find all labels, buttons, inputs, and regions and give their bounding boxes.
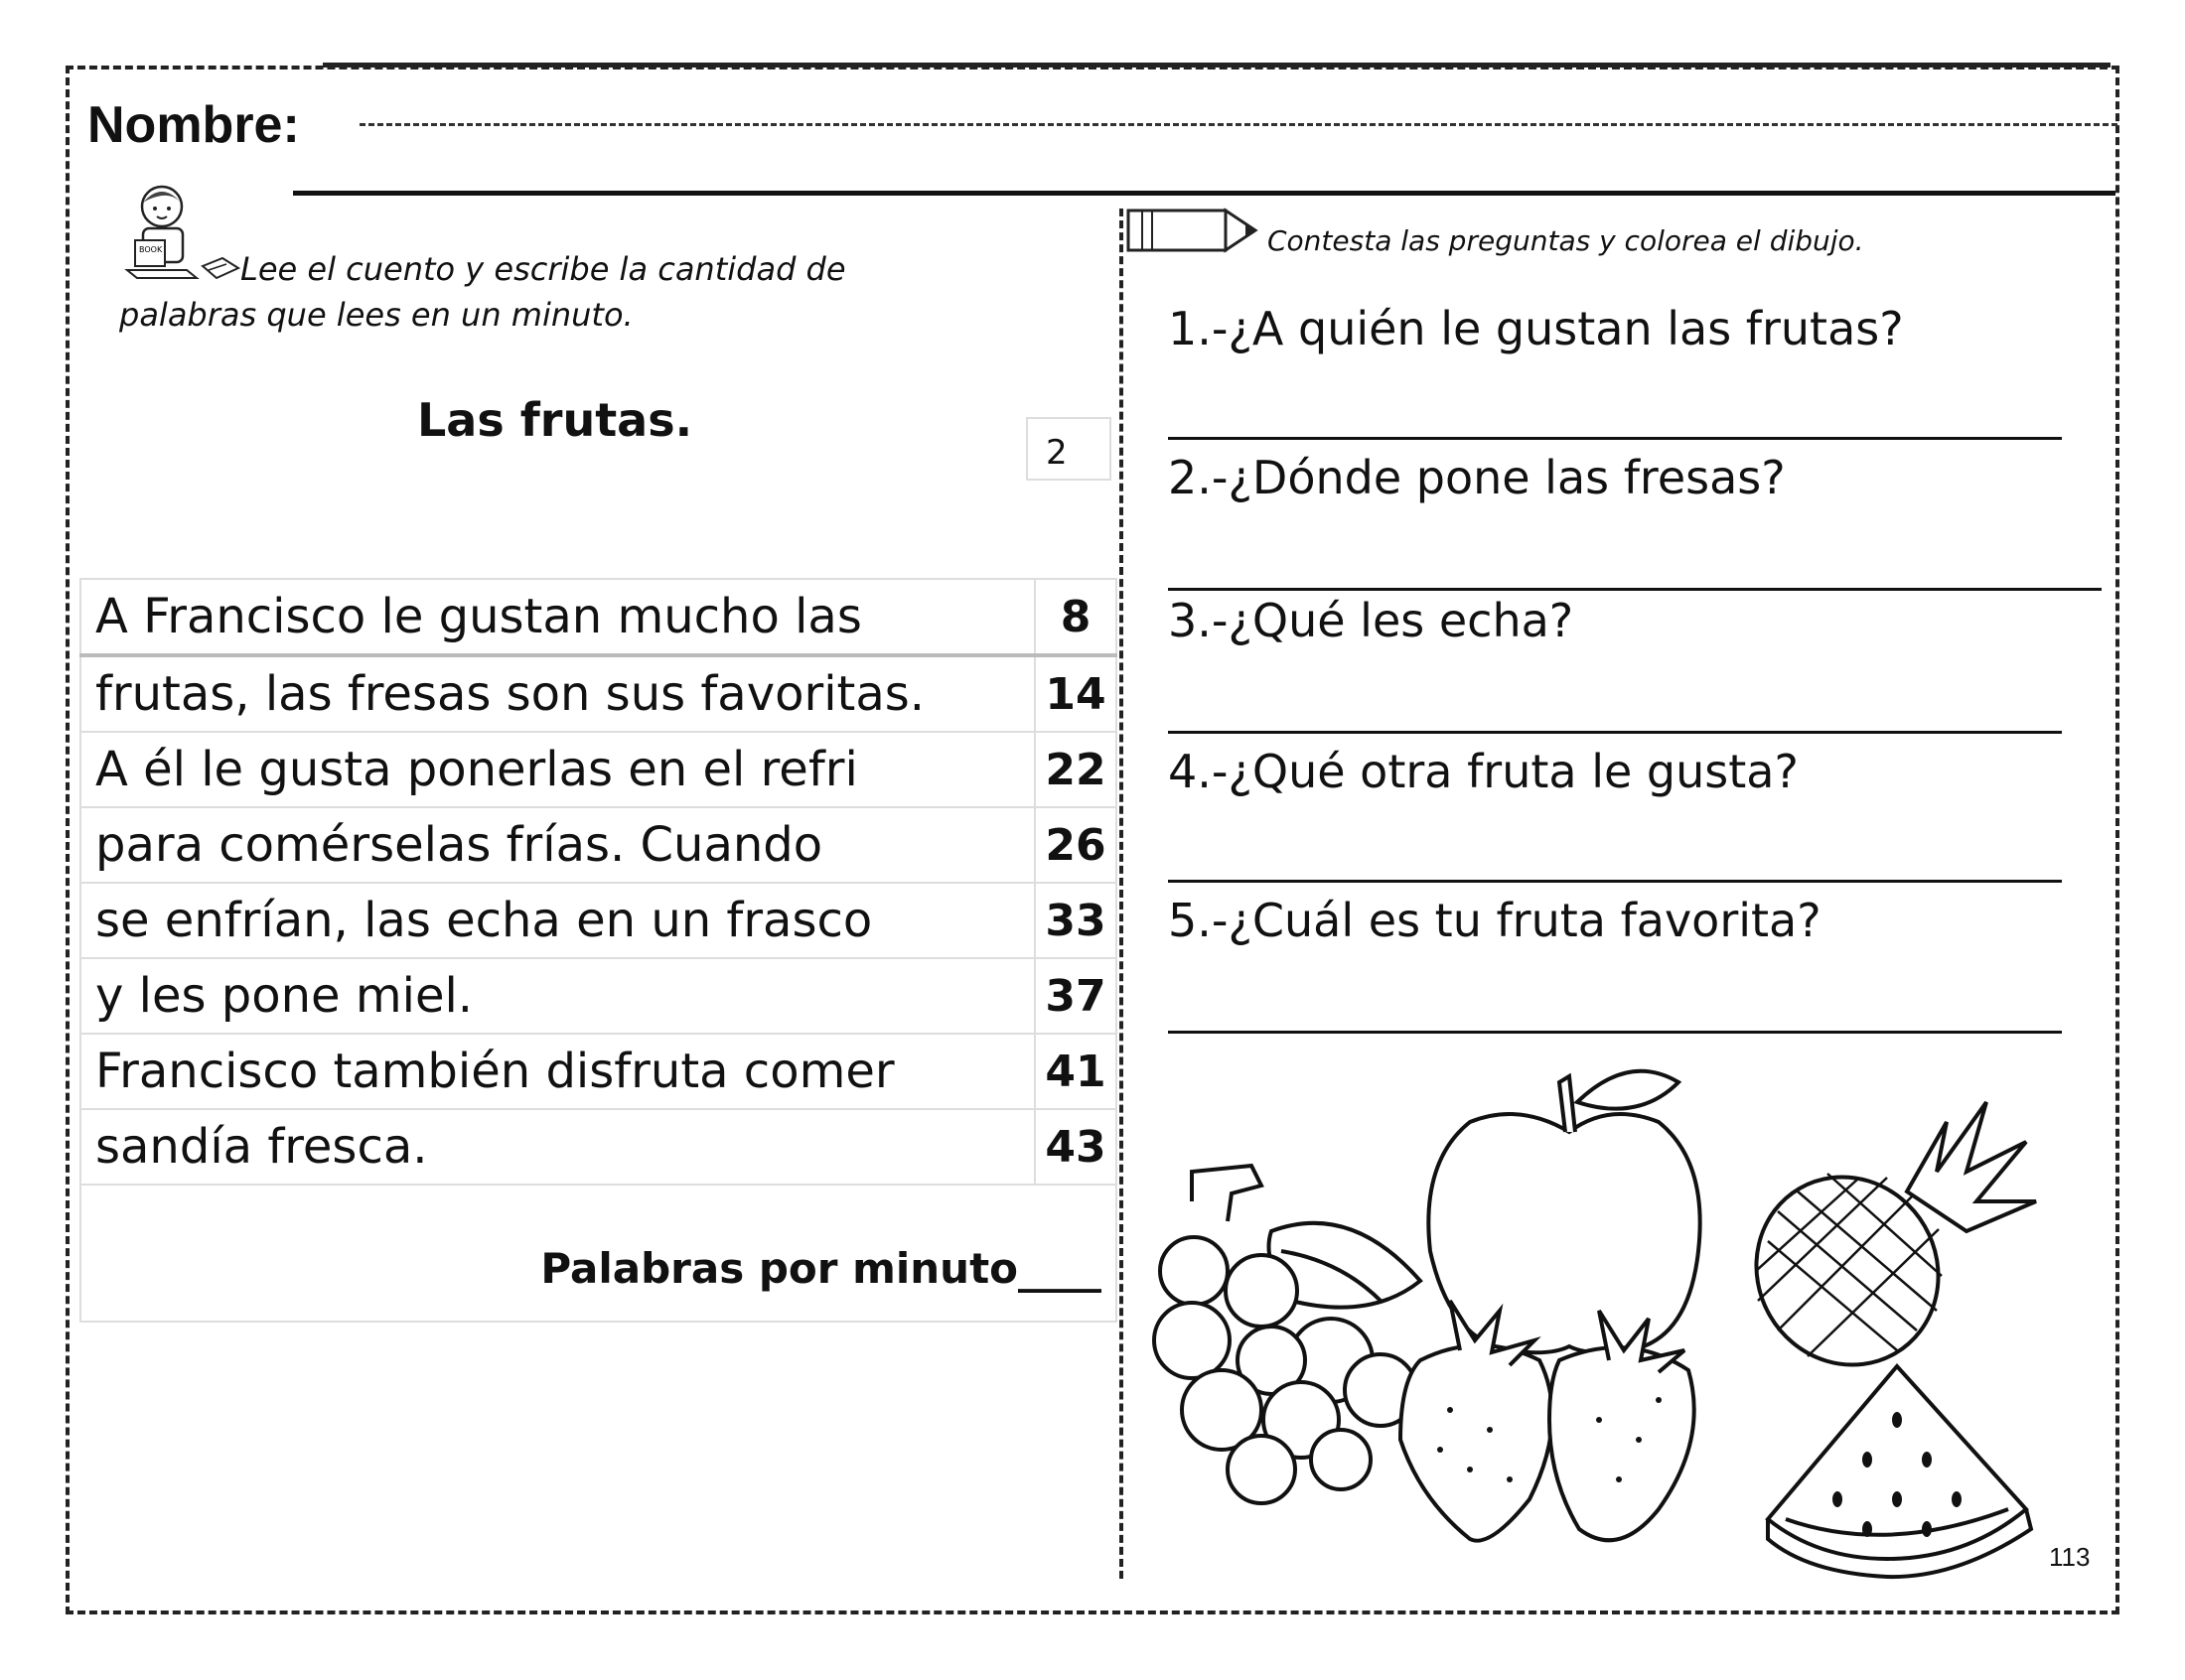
column-divider <box>1119 209 1123 1579</box>
word-count: 8 <box>1035 579 1116 655</box>
name-label: Nombre: <box>87 96 300 154</box>
story-line: A Francisco le gustan mucho las <box>80 579 1035 655</box>
words-per-minute-label: Palabras por minuto____ <box>80 1185 1116 1322</box>
instructions-line-2: palabras que lees en un minuto. <box>119 296 634 334</box>
table-row <box>80 807 1116 883</box>
name-writing-line <box>293 191 2115 196</box>
page-number: 113 <box>2049 1542 2091 1572</box>
answer-line-4 <box>1168 880 2062 883</box>
fruits-drawing <box>1132 1062 2086 1599</box>
word-count: 33 <box>1035 883 1116 958</box>
apple-icon <box>1428 1071 1699 1353</box>
table-row <box>80 883 1116 958</box>
pineapple-icon <box>1722 1102 2036 1398</box>
story-table <box>79 578 1117 1323</box>
wpm-row <box>80 1185 1116 1322</box>
table-row <box>80 579 1116 655</box>
story-line: para comérselas frías. Cuando <box>80 807 1035 883</box>
word-count: 37 <box>1035 958 1116 1034</box>
question-4: 4.-¿Qué otra fruta le gusta? <box>1168 745 1799 798</box>
table-row <box>80 1034 1116 1109</box>
answer-line-1 <box>1168 437 2062 440</box>
instructions-line-1: Lee el cuento y escribe la cantidad de <box>240 250 846 288</box>
questions-instructions: Contesta las preguntas y colorea el dibujo. <box>1267 224 1864 257</box>
reading-instructions <box>119 246 1112 338</box>
story-line: A él le gusta ponerlas en el refri <box>80 732 1035 807</box>
story-line: Francisco también disfruta comer <box>80 1034 1035 1109</box>
question-5: 5.-¿Cuál es tu fruta favorita? <box>1168 894 1821 947</box>
table-row <box>80 958 1116 1034</box>
question-1: 1.-¿A quién le gustan las frutas? <box>1168 302 1904 355</box>
table-row <box>80 1109 1116 1185</box>
story-line: sandía fresca. <box>80 1109 1035 1185</box>
word-count: 26 <box>1035 807 1116 883</box>
answer-line-5 <box>1168 1031 2062 1034</box>
pencil-icon <box>1124 203 1263 258</box>
watermelon-icon <box>1768 1366 2031 1577</box>
svg-text:BOOK: BOOK <box>139 245 163 254</box>
story-title: Las frutas. <box>417 393 693 447</box>
word-count: 22 <box>1035 732 1116 807</box>
answer-line-3 <box>1168 731 2062 734</box>
table-row <box>80 655 1116 732</box>
question-3: 3.-¿Qué les echa? <box>1168 594 1574 647</box>
frame-top-line <box>323 63 2111 68</box>
title-word-count: 2 <box>1026 417 1111 481</box>
story-line: se enfrían, las echa en un frasco <box>80 883 1035 958</box>
table-row <box>80 732 1116 807</box>
grapes-icon <box>1154 1166 1420 1503</box>
word-count: 14 <box>1035 655 1116 732</box>
word-count: 41 <box>1035 1034 1116 1109</box>
story-line: y les pone miel. <box>80 958 1035 1034</box>
name-dashed-line <box>360 123 2117 126</box>
answer-line-2 <box>1168 588 2102 591</box>
question-2: 2.-¿Dónde pone las fresas? <box>1168 451 1786 504</box>
story-line: frutas, las fresas son sus favoritas. <box>80 655 1035 732</box>
word-count: 43 <box>1035 1109 1116 1185</box>
